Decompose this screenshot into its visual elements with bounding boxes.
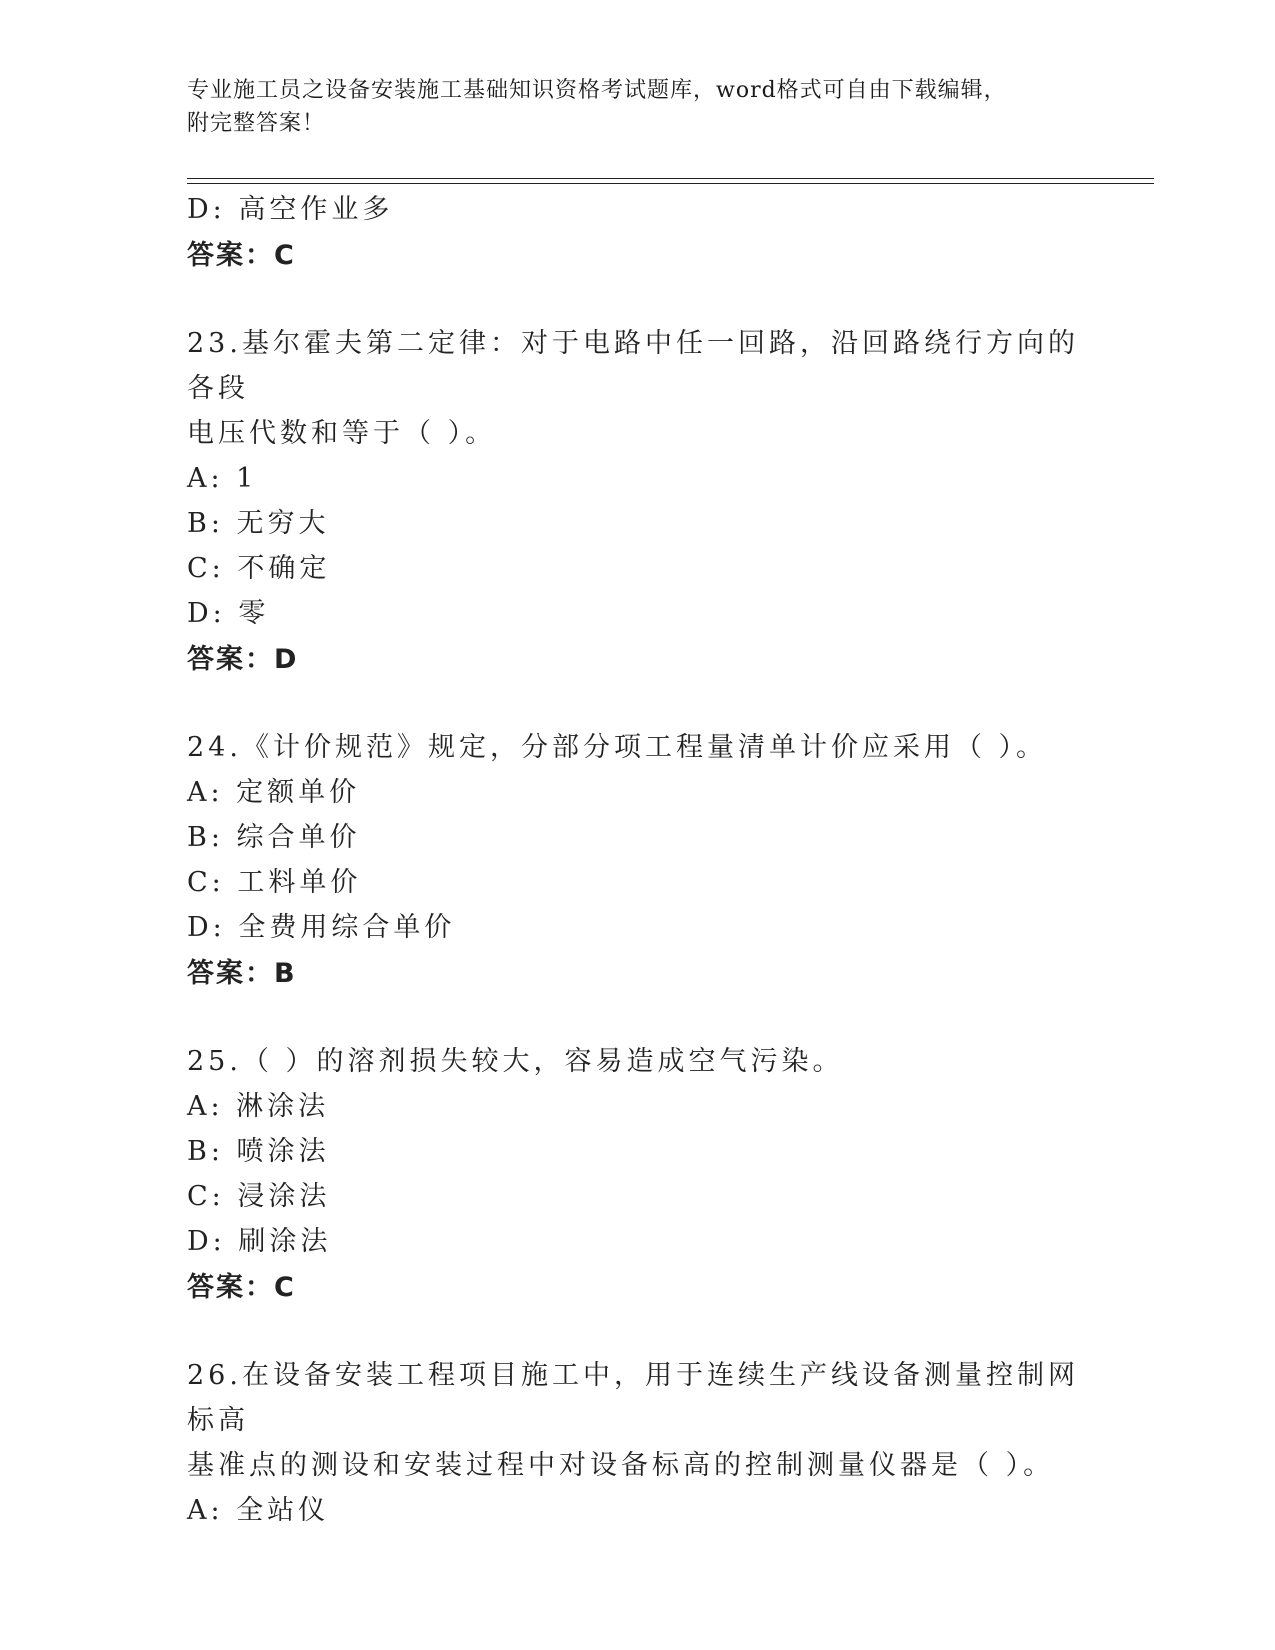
question-24 bbox=[187, 725, 1087, 997]
option-a: A: 全站仪 bbox=[187, 1495, 330, 1526]
header-divider-bottom bbox=[187, 183, 1154, 184]
question-text-line: 25.（ ）的溶剂损失较大，容易造成空气污染。 bbox=[187, 1046, 844, 1077]
option-d: D: 零 bbox=[187, 598, 270, 629]
option-b: B: 无穷大 bbox=[187, 508, 330, 539]
option-c: C: 浸涂法 bbox=[187, 1181, 331, 1212]
answer: 答案：D bbox=[187, 644, 299, 675]
option-d: D: 刷涂法 bbox=[187, 1226, 332, 1257]
answer: 答案：C bbox=[187, 1272, 296, 1303]
option-a: A: 淋涂法 bbox=[187, 1091, 330, 1122]
question-text-line: 24.《计价规范》规定，分部分项工程量清单计价应采用（ ）。 bbox=[187, 732, 1048, 763]
option-d: D: 全费用综合单价 bbox=[187, 912, 456, 943]
question-content bbox=[187, 187, 1087, 1533]
question-23 bbox=[187, 321, 1087, 683]
question-text-line: 23.基尔霍夫第二定律：对于电路中任一回路，沿回路绕行方向的各段 bbox=[187, 328, 1079, 404]
option-b: B: 喷涂法 bbox=[187, 1136, 330, 1167]
question-text-line: 电压代数和等于（ ）。 bbox=[187, 418, 497, 449]
option-a: A: 定额单价 bbox=[187, 777, 361, 808]
prev-option-d: D: 高空作业多 bbox=[187, 194, 394, 225]
document-header bbox=[187, 74, 1087, 140]
header-divider-top bbox=[187, 178, 1154, 179]
question-26 bbox=[187, 1353, 1087, 1533]
header-line-1: 专业施工员之设备安装施工基础知识资格考试题库，word格式可自由下载编辑， bbox=[187, 78, 1007, 103]
question-text-line: 26.在设备安装工程项目施工中，用于连续生产线设备测量控制网标高 bbox=[187, 1360, 1079, 1436]
header-line-2: 附完整答案！ bbox=[187, 111, 326, 136]
question-text-line: 基准点的测设和安装过程中对设备标高的控制测量仪器是（ ）。 bbox=[187, 1450, 1055, 1481]
question-25 bbox=[187, 1039, 1087, 1311]
option-b: B: 综合单价 bbox=[187, 822, 361, 853]
option-c: C: 不确定 bbox=[187, 553, 331, 584]
prev-answer: 答案：C bbox=[187, 240, 296, 271]
option-c: C: 工料单价 bbox=[187, 867, 362, 898]
option-a: A: 1 bbox=[187, 463, 258, 494]
answer: 答案：B bbox=[187, 958, 297, 989]
